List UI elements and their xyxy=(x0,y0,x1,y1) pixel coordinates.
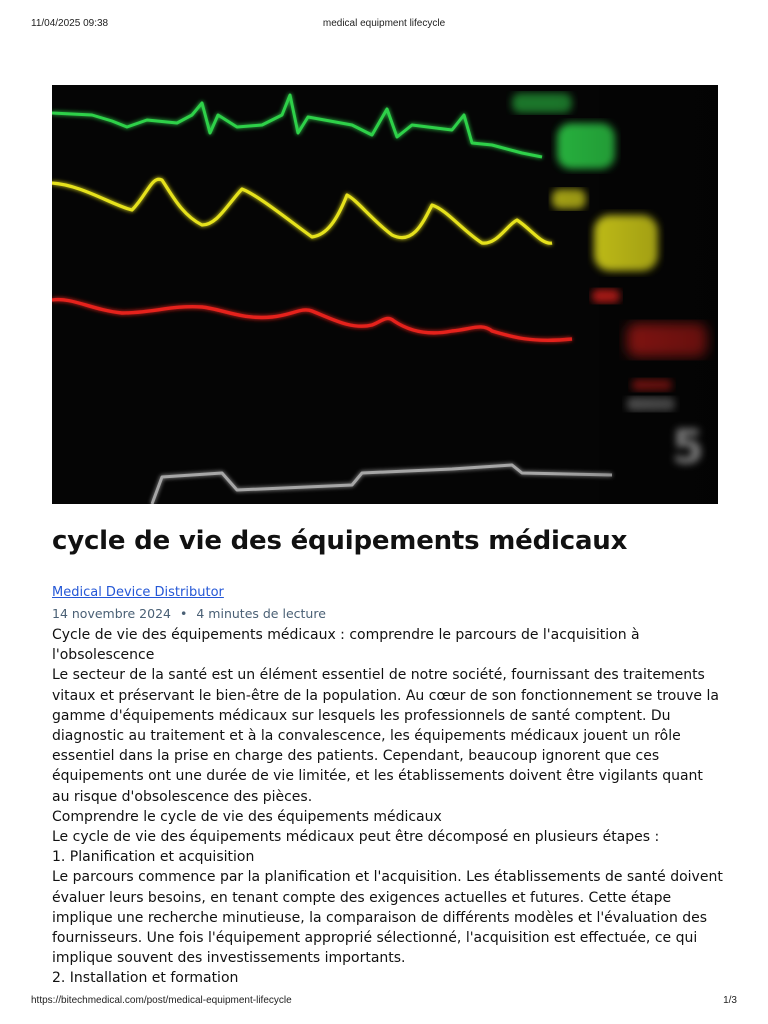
heart-monitor-image xyxy=(52,85,718,504)
print-url: https://bitechmedical.com/post/medical-equipment-lifecycle xyxy=(31,995,292,1006)
article-paragraph: Le parcours commence par la planification et l'acquisition. Les établissements de santé doivent évaluer leurs besoins, en tenant compte des exigences actuelles et futures. Cette étape implique une recherche minutieuse, la comparaison de différents modèles et l'évaluation des fournisseurs. Une fois l'équipement approprié sélectionné, l'acquisition est effectuée, ce qui implique souvent des investissements importants. xyxy=(52,869,723,967)
print-datetime: 11/04/2025 09:38 xyxy=(31,18,109,29)
print-page-title: medical equipment lifecycle xyxy=(322,18,446,29)
article-paragraph: Le secteur de la santé est un élément essentiel de notre société, fournissant des traitements vitaux et préservant le bien-être de la population. Au cœur de son fonctionnement se trouve la gamme d'équipements médicaux sur lesquels les professionnels de santé comptent. Du diagnostic au traitement et à la convalescence, les équipements médicaux jouent un rôle essentiel dans la prise en charge des patients. Cependant, beaucoup ignorent que ces équipements ont une durée de vie limitée, et les établissements doivent être vigilants quant au risque d'obsolescence des pièces. xyxy=(52,667,719,805)
article-paragraph: Le cycle de vie des équipements médicaux peut être décomposé en plusieurs étapes : xyxy=(52,829,660,846)
article-body xyxy=(52,625,724,989)
page-indicator: 1/3 xyxy=(723,995,737,1006)
page-title: cycle de vie des équipements médicaux xyxy=(52,526,628,556)
publish-date: 14 novembre 2024 xyxy=(52,606,171,621)
read-time: 4 minutes de lecture xyxy=(196,606,326,621)
article-subheading: 1. Planification et acquisition xyxy=(52,849,255,866)
meta-separator: • xyxy=(180,606,188,621)
article-paragraph: Cycle de vie des équipements médicaux : comprendre le parcours de l'acquisition à l'obsolescence xyxy=(52,627,640,664)
heart-monitor-icon xyxy=(52,85,718,504)
article-heading: Comprendre le cycle de vie des équipements médicaux xyxy=(52,808,442,825)
article-meta xyxy=(52,606,326,621)
article-subheading: 2. Installation et formation xyxy=(52,970,239,987)
author-link[interactable]: Medical Device Distributor xyxy=(52,585,224,600)
